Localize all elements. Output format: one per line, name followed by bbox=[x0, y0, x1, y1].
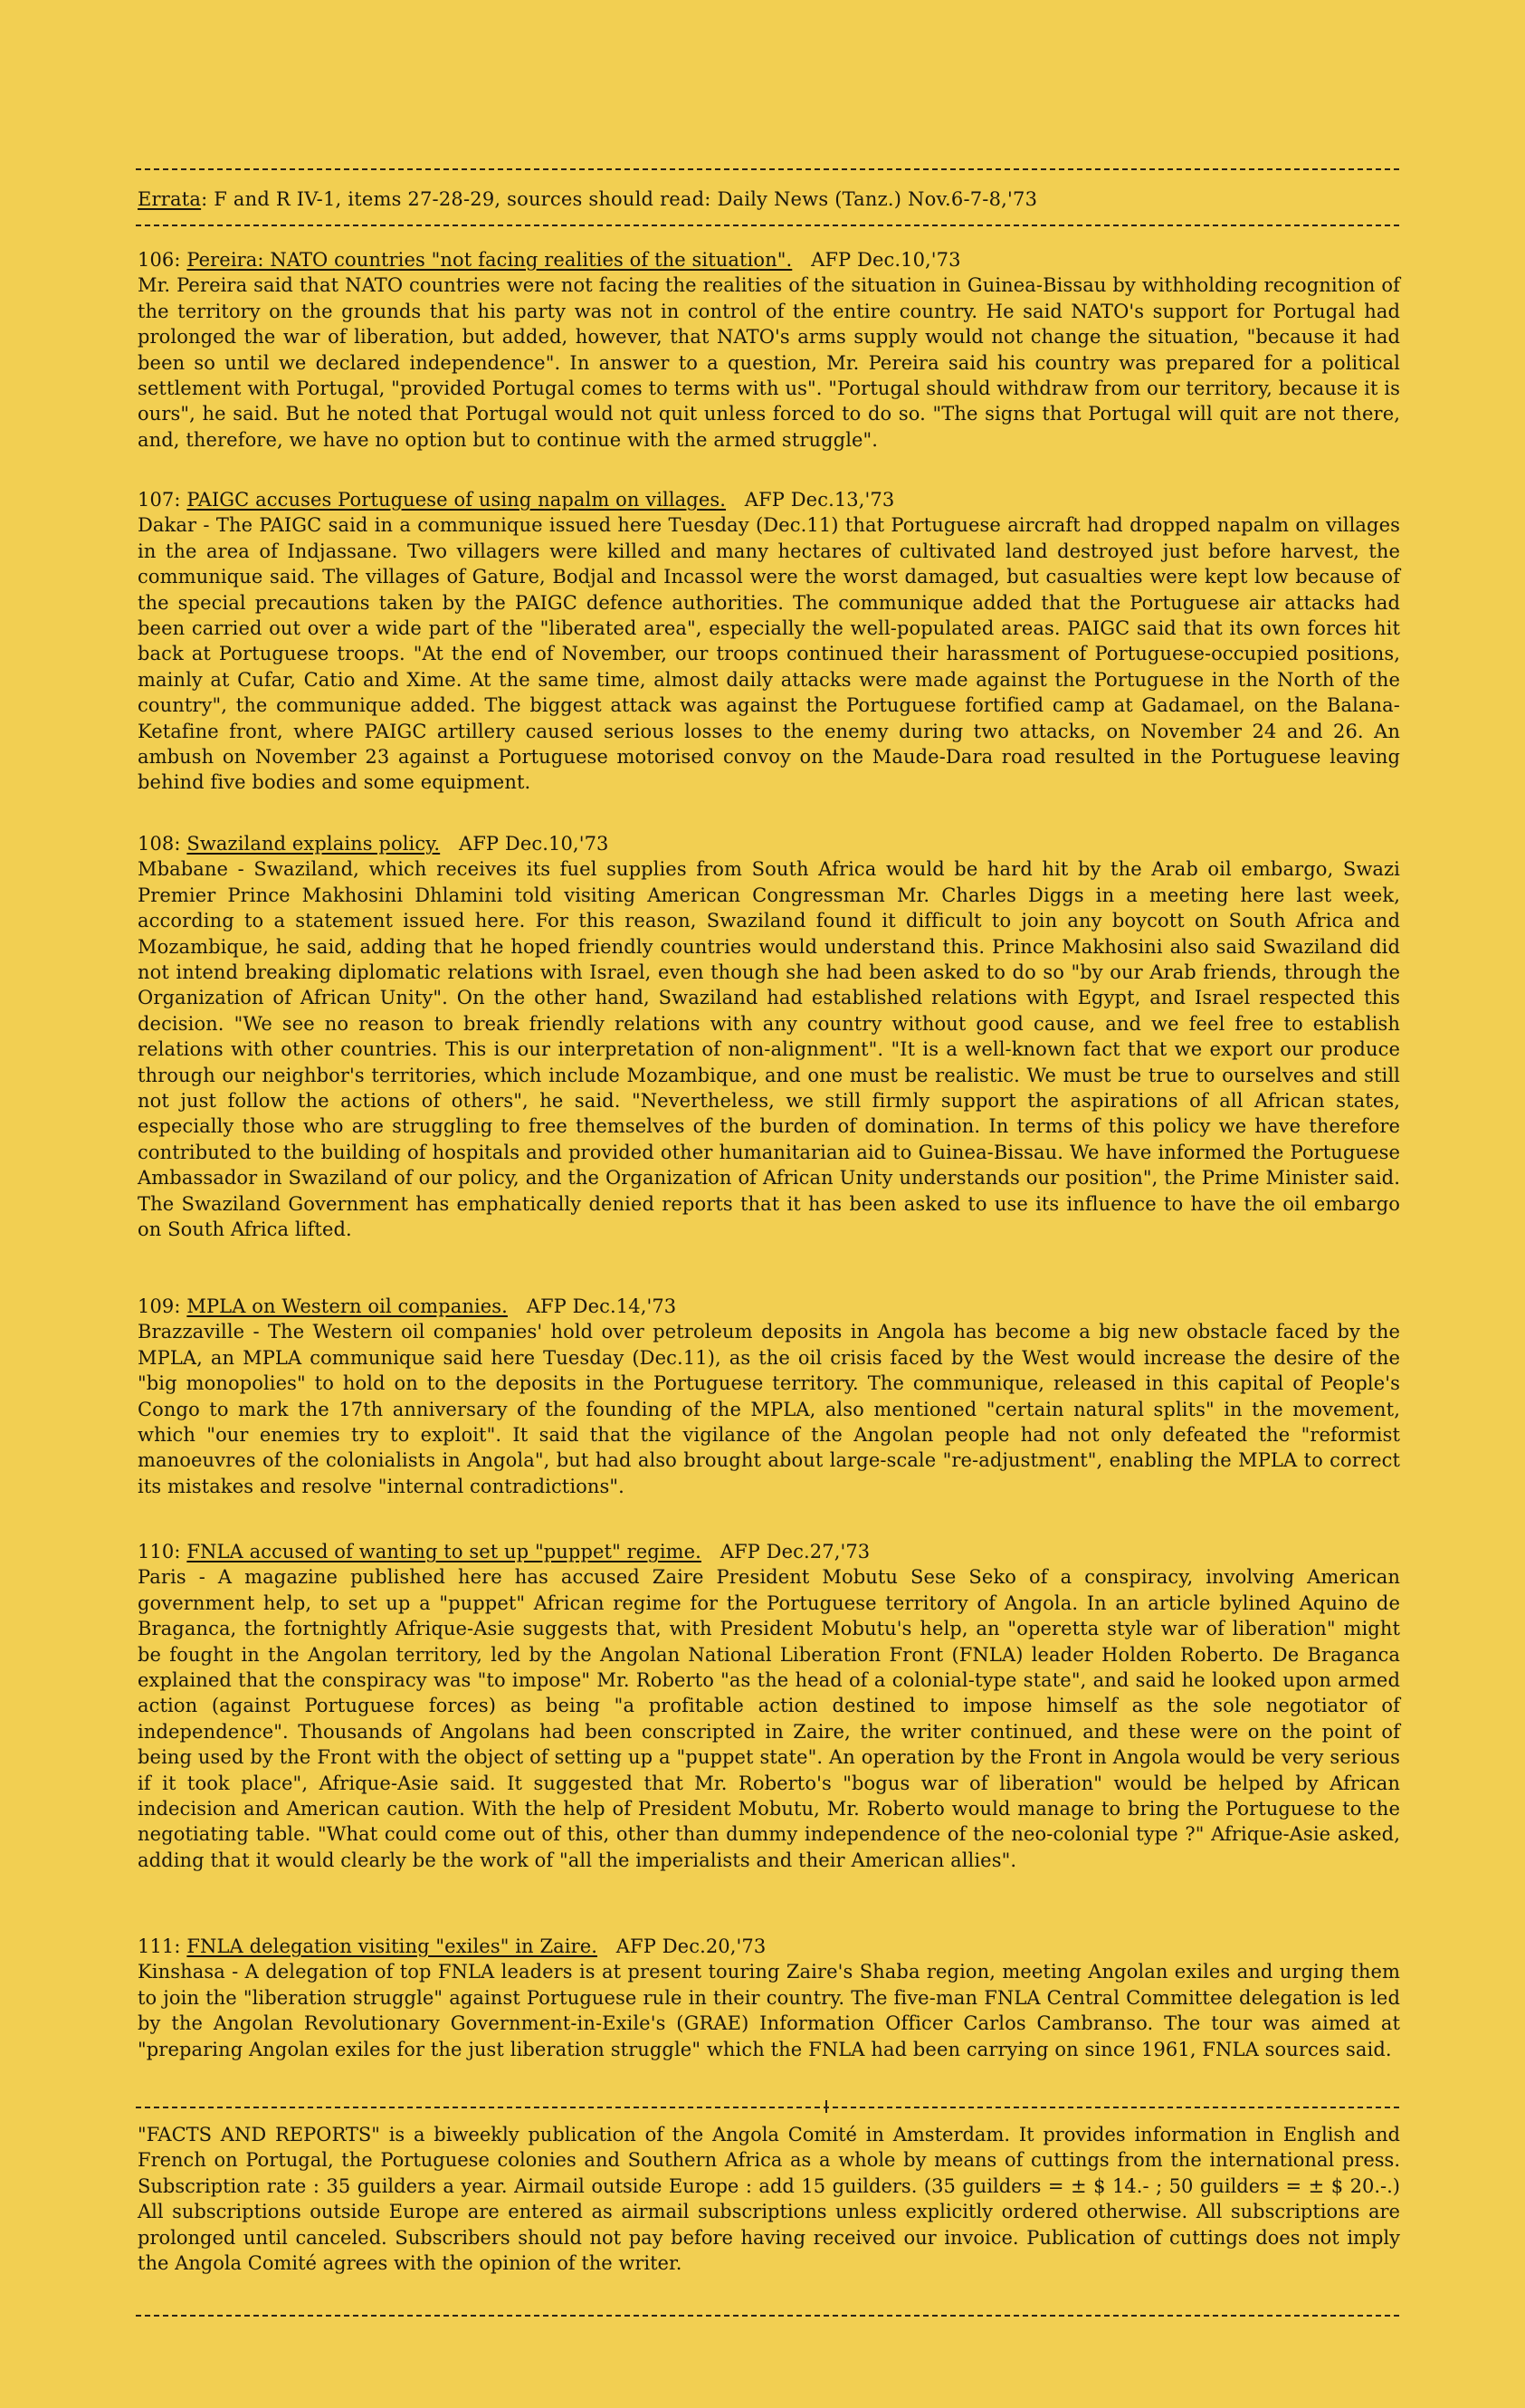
item-title: Swaziland explains policy. bbox=[186, 833, 441, 855]
item-number: 110: bbox=[138, 1541, 181, 1562]
top-dashed-rule bbox=[136, 168, 1399, 170]
item-source: AFP Dec.13,'73 bbox=[744, 489, 895, 511]
item-heading bbox=[138, 487, 1400, 512]
item-number: 106: bbox=[138, 249, 181, 271]
item-heading bbox=[138, 1539, 1400, 1564]
item-number: 109: bbox=[138, 1295, 181, 1317]
item-source: AFP Dec.27,'73 bbox=[720, 1541, 871, 1562]
item-number: 108: bbox=[138, 833, 181, 855]
footer-top-dashed-rule bbox=[136, 2107, 1399, 2108]
item-source: AFP Dec.14,'73 bbox=[526, 1295, 677, 1317]
item-body: Brazzaville - The Western oil companies' hold over petroleum deposits in Angola has become a big new obstacle faced by the MPLA, an MPLA communique said here Tuesday (Dec.11), as the oil crisis faced by the West would increase the desire of the "big monopolies" to hold on to the deposits in the Portuguese territory. The communique, released in this capital of People's Congo to mark the 17th anniversary of the founding of the MPLA, also mentioned "certain natural splits" in the movement, which "our enemies try to exploit". It said that the vigilance of the Angolan people had not only defeated the "reformist manoeuvres of the colonialists in Angola", but had also brought about large-scale "re-adjustment", enabling the MPLA to correct its mistakes and resolve "internal contradictions". bbox=[138, 1321, 1400, 1497]
item-title: MPLA on Western oil companies. bbox=[186, 1295, 508, 1317]
item-body: Kinshasa - A delegation of top FNLA leaders is at present touring Zaire's Shaba region, meeting Angolan exiles and urging them to join the "liberation struggle" against Portuguese rule in their country. The five-man FNLA Central Committee delegation is led by the Angolan Revolutionary Government-in-Exile's (GRAE) Information Officer Carlos Cambranso. The tour was aimed at "preparing Angolan exiles for the just liberation struggle" which the FNLA had been carrying on since 1961, FNLA sources said. bbox=[138, 1961, 1400, 2060]
item-109 bbox=[138, 1294, 1400, 1499]
item-111 bbox=[138, 1934, 1400, 2062]
item-number: 111: bbox=[138, 1935, 181, 1957]
item-title: FNLA delegation visiting "exiles" in Zaire. bbox=[186, 1935, 598, 1957]
item-source: AFP Dec.20,'73 bbox=[615, 1935, 767, 1957]
item-heading bbox=[138, 1934, 1400, 1959]
item-body: Mbabane - Swaziland, which receives its fuel supplies from South Africa would be hard hit by the Arab oil embargo, Swazi Premier Prince Makhosini Dhlamini told visiting American Congressman Mr. Charles Diggs in a meeting here last week, according to a statement issued here. For this reason, Swaziland found it difficult to join any boycott on South Africa and Mozambique, he said, adding that he hoped friendly countries would understand this. Prince Makhosini also said Swaziland did not intend breaking diplomatic relations with Israel, even though she had been asked to do so "by our Arab friends, through the Organization of African Unity". On the other hand, Swaziland had established relations with Egypt, and Israel respected this decision. "We see no reason to break friendly relations with any country without good cause, and we feel free to establish relations with other countries. This is our interpretation of non-alignment". "It is a well-known fact that we export our produce through our neighbor's territories, which include Mozambique, and one must be realistic. We must be true to ourselves and still not just follow the actions of others", he said. "Nevertheless, we still firmly support the aspirations of all African states, especially those who are struggling to free themselves of the burden of domination. In terms of this policy we have therefore contributed to the building of hospitals and provided other humanitarian aid to Guinea-Bissau. We have informed the Portuguese Ambassador in Swaziland of our policy, and the Organization of African Unity understands our position", the Prime Minister said. The Swaziland Government has emphatically denied reports that it has been asked to use its influence to have the oil embargo on South Africa lifted. bbox=[138, 858, 1400, 1241]
item-107 bbox=[138, 487, 1400, 796]
item-number: 107: bbox=[138, 489, 181, 511]
errata-text: : F and R IV-1, items 27-28-29, sources should read: Daily News (Tanz.) Nov.6-7-8,'73 bbox=[201, 188, 1038, 210]
item-title: PAIGC accuses Portuguese of using napalm on villages. bbox=[186, 489, 727, 511]
item-body: Mr. Pereira said that NATO countries were not facing the realities of the situation in Guinea-Bissau by withholding recognition of the territory on the grounds that his party was not in control of the entire country. He said NATO's support for Portugal had prolonged the war of liberation, but added, however, that NATO's arms supply would not change the situation, "because it had been so until we declared independence". In answer to a question, Mr. Pereira said his country was prepared for a political settlement with Portugal, "provided Portugal comes to terms with us". "Portugal should withdraw from our territory, because it is ours", he said. But he noted that Portugal would not quit unless forced to do so. "The signs that Portugal will quit are not there, and, therefore, we have no option but to continue with the armed struggle". bbox=[138, 274, 1400, 451]
item-106 bbox=[138, 247, 1400, 453]
item-title: FNLA accused of wanting to set up "puppet" regime. bbox=[186, 1541, 701, 1562]
item-110 bbox=[138, 1539, 1400, 1873]
errata-dashed-rule bbox=[136, 225, 1399, 226]
item-body: Dakar - The PAIGC said in a communique issued here Tuesday (Dec.11) that Portuguese aircraft had dropped napalm on villages in the area of Indjassane. Two villagers were killed and many hectares of cultivated land destroyed just before harvest, the communique said. The villages of Gature, Bodjal and Incassol were the worst damaged, but casualties were kept low because of the special precautions taken by the PAIGC defence authorities. The communique added that the Portuguese air attacks had been carried out over a wide part of the "liberated area", especially the well-populated areas. PAIGC said that its own forces hit back at Portuguese troops. "At the end of November, our troops continued their harassment of Portuguese-occupied positions, mainly at Cufar, Catio and Xime. At the same time, almost daily attacks were made against the Portuguese in the North of the country", the communique added. The biggest attack was against the Portuguese fortified camp at Gadamael, on the Balana-Ketafine front, where PAIGC artillery caused serious losses to the enemy during two attacks, on November 24 and 26. An ambush on November 23 against a Portuguese motorised convoy on the Maude-Dara road resulted in the Portuguese leaving behind five bodies and some equipment. bbox=[138, 514, 1400, 794]
publication-note: "FACTS AND REPORTS" is a biweekly publication of the Angola Comité in Amsterdam. It provides information in English and French on Portugal, the Portuguese colonies and Southern Africa as a whole by means of cuttings from the international press. Subscription rate : 35 guilders a year. Airmail outside Europe : add 15 guilders. (35 guilders = ± $ 14.- ; 50 guilders = ± $ 20.-.) All subscriptions outside Europe are entered as airmail subscriptions unless explicitly ordered otherwise. All subscriptions are prolonged until canceled. Subscribers should not pay before having received our invoice. Publication of cuttings does not imply the Angola Comité agrees with the opinion of the writer. bbox=[138, 2124, 1400, 2275]
item-heading bbox=[138, 831, 1400, 856]
errata-line bbox=[138, 186, 1400, 212]
item-108 bbox=[138, 831, 1400, 1243]
item-source: AFP Dec.10,'73 bbox=[458, 833, 609, 855]
rule-tick bbox=[825, 2100, 827, 2113]
footer-bottom-dashed-rule bbox=[136, 2315, 1399, 2317]
item-source: AFP Dec.10,'73 bbox=[811, 249, 961, 271]
item-title: Pereira: NATO countries "not facing realities of the situation". bbox=[186, 249, 793, 271]
item-heading bbox=[138, 247, 1400, 272]
errata-label: Errata bbox=[138, 188, 202, 210]
item-heading bbox=[138, 1294, 1400, 1319]
item-body: Paris - A magazine published here has accused Zaire President Mobutu Sese Seko of a conspiracy, involving American government help, to set up a "puppet" African regime for the Portuguese territory of Angola. In an article bylined Aquino de Braganca, the fortnightly Afrique-Asie suggests that, with President Mobutu's help, an "operetta style war of liberation" might be fought in the Angolan territory, led by the Angolan National Liberation Front (FNLA) leader Holden Roberto. De Braganca explained that the conspiracy was "to impose" Mr. Roberto "as the head of a colonial-type state", and said he looked upon armed action (against Portuguese forces) as being "a profitable action destined to impose himself as the sole negotiator of independence". Thousands of Angolans had been conscripted in Zaire, the writer continued, and these were on the point of being used by the Front with the object of setting up a "puppet state". An operation by the Front in Angola would be very serious if it took place", Afrique-Asie said. It suggested that Mr. Roberto's "bogus war of liberation" would be helped by African indecision and American caution. With the help of President Mobutu, Mr. Roberto would manage to bring the Portuguese to the negotiating table. "What could come out of this, other than dummy independence of the neo-colonial type ?" Afrique-Asie asked, adding that it would clearly be the work of "all the imperialists and their American allies". bbox=[138, 1566, 1400, 1871]
